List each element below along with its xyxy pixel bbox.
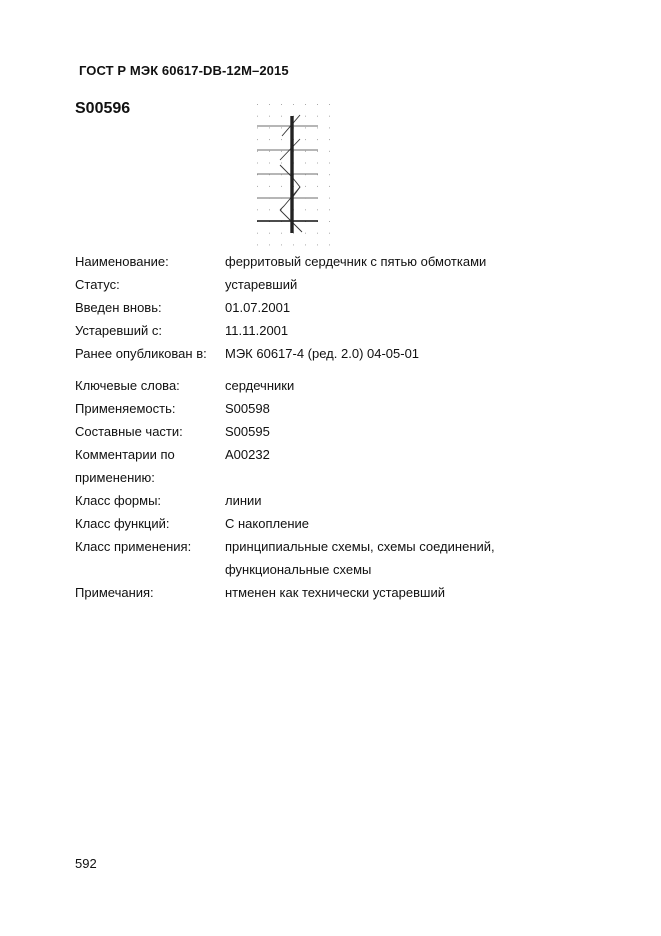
field-row-function-class bbox=[75, 512, 595, 535]
field-label: Применяемость: bbox=[75, 401, 176, 416]
field-value: С накопление bbox=[225, 516, 309, 531]
field-label: Класс формы: bbox=[75, 493, 162, 508]
ferrite-core-windings-icon bbox=[250, 98, 335, 248]
field-label: Примечания: bbox=[75, 585, 154, 600]
field-value: ферритовый сердечник с пятью обмотками bbox=[225, 254, 487, 269]
field-value: A00232 bbox=[225, 447, 270, 462]
field-value: 11.11.2001 bbox=[225, 323, 289, 338]
field-row-shape-class bbox=[75, 489, 595, 512]
field-label: Класс применения: bbox=[75, 539, 192, 554]
field-label: Ключевые слова: bbox=[75, 378, 180, 393]
field-value: S00595 bbox=[225, 424, 270, 439]
page-number: 592 bbox=[75, 856, 97, 871]
group-spacer bbox=[75, 365, 595, 374]
field-value: принципиальные схемы, схемы соединений, bbox=[225, 539, 495, 554]
field-value: сердечники bbox=[225, 378, 295, 393]
field-label: Введен вновь: bbox=[75, 300, 162, 315]
symbol-attributes bbox=[75, 250, 595, 604]
field-row-obsolete-since bbox=[75, 319, 595, 342]
field-row-applicability bbox=[75, 397, 595, 420]
field-value: нтменен как технически устаревший bbox=[225, 585, 445, 600]
field-row-name bbox=[75, 250, 595, 273]
field-value: S00598 bbox=[225, 401, 270, 416]
field-row-application-comments-cont bbox=[75, 466, 595, 489]
field-row-keywords bbox=[75, 374, 595, 397]
field-label: Комментарии по bbox=[75, 447, 175, 462]
field-label: Наименование: bbox=[75, 254, 169, 269]
field-row-status bbox=[75, 273, 595, 296]
field-label: Класс функций: bbox=[75, 516, 170, 531]
field-value: устаревший bbox=[225, 277, 298, 292]
field-row-introduced bbox=[75, 296, 595, 319]
field-value bbox=[225, 466, 595, 489]
field-value: МЭК 60617-4 (ред. 2.0) 04-05-01 bbox=[225, 346, 420, 361]
field-label: применению: bbox=[75, 470, 155, 485]
field-label: Ранее опубликован в: bbox=[75, 346, 207, 361]
field-row-application-class bbox=[75, 535, 595, 558]
field-row-notes bbox=[75, 581, 595, 604]
field-row-components bbox=[75, 420, 595, 443]
field-row-application-class-cont bbox=[75, 558, 595, 581]
field-value: функциональные схемы bbox=[225, 562, 372, 577]
field-label bbox=[75, 558, 225, 581]
document-standard-header: ГОСТ Р МЭК 60617-DB-12M–2015 bbox=[79, 63, 289, 78]
symbol-figure bbox=[250, 98, 335, 248]
field-value: линии bbox=[225, 493, 262, 508]
field-value: 01.07.2001 bbox=[225, 300, 291, 315]
field-label: Статус: bbox=[75, 277, 120, 292]
symbol-id: S00596 bbox=[75, 100, 131, 117]
field-label: Устаревший с: bbox=[75, 323, 162, 338]
field-row-application-comments bbox=[75, 443, 595, 466]
field-label: Составные части: bbox=[75, 424, 183, 439]
field-row-previously-published bbox=[75, 342, 595, 365]
